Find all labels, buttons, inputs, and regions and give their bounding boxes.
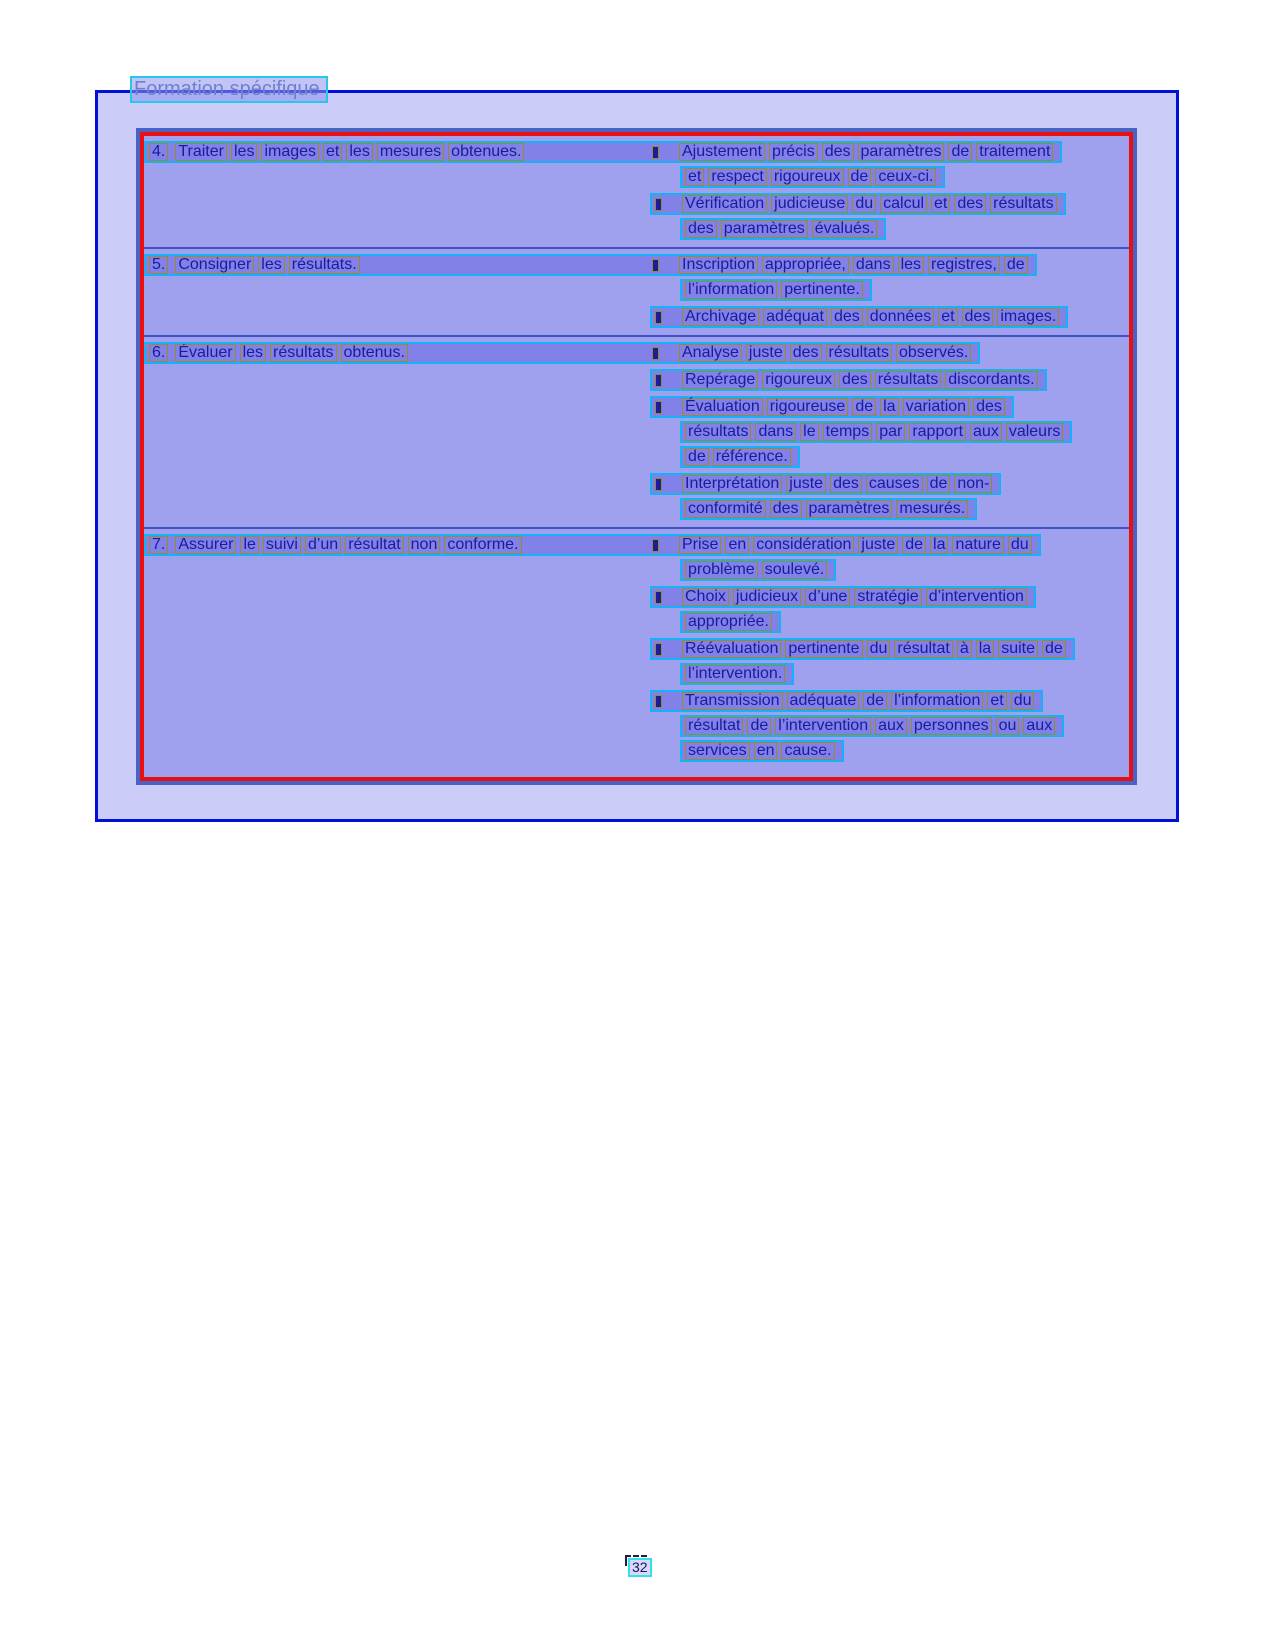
word-box: pertinente. [781, 281, 863, 299]
word-box: variation [903, 398, 969, 416]
word-box: la [930, 536, 948, 554]
word-box: traitement [976, 143, 1053, 161]
word-box: Analyse [679, 344, 742, 362]
word-box: ou [996, 717, 1020, 735]
ocr-line-highlight [680, 559, 836, 581]
table-row [144, 337, 1129, 529]
ocr-line-highlight [680, 166, 945, 188]
word-box: dans [755, 423, 796, 441]
word-box: Archivage [682, 308, 759, 326]
word-box: 5. [149, 256, 168, 274]
word-box: aux [970, 423, 1002, 441]
word-box: évalués. [812, 220, 878, 238]
bullet-icon [652, 347, 659, 360]
word-box: et [931, 195, 950, 213]
word-box: rigoureuse [767, 398, 849, 416]
word-box: les [898, 256, 924, 274]
word-box: respect [708, 168, 766, 186]
word-box: l’intervention [775, 717, 871, 735]
word-box: du [852, 195, 876, 213]
word-box: et [323, 143, 342, 161]
word-box: de [747, 717, 771, 735]
word-box: soulevé. [762, 561, 828, 579]
word-box: des [839, 371, 871, 389]
word-box: Traiter [175, 143, 227, 161]
word-box: des [790, 344, 822, 362]
bullet-icon [655, 478, 662, 491]
word-box: appropriée, [762, 256, 849, 274]
word-box: nature [952, 536, 1003, 554]
word-box: Transmission [682, 692, 783, 710]
word-box: résultat [894, 640, 952, 658]
word-box: de [685, 448, 709, 466]
word-box: discordants. [945, 371, 1037, 389]
row-title [149, 536, 652, 554]
word-box: considération [753, 536, 854, 554]
word-box: images [261, 143, 319, 161]
word-box: cause. [781, 742, 834, 760]
bullet-icon [655, 643, 662, 656]
page-title: Formation spécifique [130, 76, 328, 103]
ocr-line-highlight [680, 218, 886, 240]
objectives-table [136, 128, 1137, 785]
ocr-line-highlight [680, 715, 1064, 737]
word-box: aux [875, 717, 907, 735]
row-title [149, 143, 652, 161]
ocr-line-highlight [680, 446, 800, 468]
word-box: appropriée. [685, 613, 772, 631]
word-box: Consigner [175, 256, 254, 274]
ocr-line-highlight [650, 473, 1001, 495]
ocr-line-highlight [144, 254, 1037, 276]
word-box: des [822, 143, 854, 161]
word-box: l’information [891, 692, 983, 710]
ocr-line-highlight [650, 638, 1075, 660]
word-box: des [770, 500, 802, 518]
word-box: Repérage [682, 371, 758, 389]
word-box: ceux-ci. [875, 168, 936, 186]
word-box: d’un [305, 536, 341, 554]
ocr-line-highlight [650, 396, 1014, 418]
word-box: et [938, 308, 957, 326]
word-box: résultats [685, 423, 751, 441]
word-box: résultats. [289, 256, 360, 274]
ocr-line-highlight [144, 141, 1062, 163]
word-box: Vérification [682, 195, 767, 213]
word-box: des [954, 195, 986, 213]
word-box: le [240, 536, 258, 554]
word-box: dans [853, 256, 894, 274]
word-box: les [258, 256, 284, 274]
ocr-line-highlight [680, 611, 781, 633]
word-box: rapport [909, 423, 966, 441]
ocr-line-highlight [680, 279, 872, 301]
word-box: stratégie [854, 588, 921, 606]
word-box: registres, [928, 256, 1000, 274]
word-box: les [231, 143, 257, 161]
ocr-line-highlight [650, 193, 1066, 215]
word-box: pertinente [785, 640, 862, 658]
word-box: 4. [149, 143, 168, 161]
word-box: valeurs [1006, 423, 1064, 441]
word-box: résultats [270, 344, 336, 362]
word-box: l’information [685, 281, 777, 299]
word-box: mesures [377, 143, 444, 161]
ocr-line-highlight [144, 342, 980, 364]
word-box: de [927, 475, 951, 493]
word-box: de [1042, 640, 1066, 658]
word-box: Prise [679, 536, 721, 554]
word-box: rigoureux [771, 168, 844, 186]
word-box: le [800, 423, 818, 441]
word-box: par [876, 423, 905, 441]
word-box: observés. [896, 344, 971, 362]
word-box: Interprétation [682, 475, 782, 493]
word-box: des [962, 308, 994, 326]
word-box: des [973, 398, 1005, 416]
word-box: obtenus. [341, 344, 408, 362]
word-box: du [1008, 536, 1032, 554]
word-box: paramètres [806, 500, 893, 518]
word-box: résultat [685, 717, 743, 735]
word-box: en [725, 536, 749, 554]
word-box: de [1004, 256, 1028, 274]
bullet-icon [652, 146, 659, 159]
word-box: judicieuse [771, 195, 848, 213]
word-box: calcul [880, 195, 927, 213]
word-box: non- [954, 475, 992, 493]
word-box: en [754, 742, 778, 760]
word-box: 7. [149, 536, 168, 554]
ocr-line-highlight [650, 306, 1068, 328]
word-box: résultats [826, 344, 892, 362]
bullet-icon [655, 591, 662, 604]
word-box: la [880, 398, 898, 416]
bullet-icon [655, 198, 662, 211]
word-box: la [976, 640, 994, 658]
word-box: Inscription [679, 256, 758, 274]
table-row [144, 529, 1129, 769]
word-box: de [902, 536, 926, 554]
ocr-line-highlight [650, 586, 1036, 608]
word-box: Assurer [175, 536, 236, 554]
table-row [144, 249, 1129, 337]
word-box: des [685, 220, 717, 238]
word-box: résultat [345, 536, 403, 554]
content-panel [95, 90, 1179, 822]
word-box: de [863, 692, 887, 710]
word-box: Évaluation [682, 398, 763, 416]
word-box: problème [685, 561, 758, 579]
ocr-line-highlight [680, 421, 1072, 443]
word-box: judicieux [733, 588, 801, 606]
word-box: juste [746, 344, 786, 362]
word-box: paramètres [858, 143, 945, 161]
word-box: 6. [149, 344, 168, 362]
ocr-line-highlight [144, 534, 1041, 556]
ocr-line-highlight [680, 663, 794, 685]
objectives-table-body [140, 132, 1133, 781]
ocr-line-highlight [680, 740, 844, 762]
word-box: d’une [805, 588, 850, 606]
word-box: Réévaluation [682, 640, 781, 658]
word-box: du [1011, 692, 1035, 710]
word-box: suite [998, 640, 1038, 658]
bullet-icon [655, 695, 662, 708]
bullet-icon [655, 374, 662, 387]
word-box: juste [858, 536, 898, 554]
table-row [144, 136, 1129, 249]
word-box: non [408, 536, 441, 554]
page-number: 32 [628, 1558, 652, 1577]
word-box: rigoureux [762, 371, 835, 389]
word-box: Choix [682, 588, 729, 606]
ocr-line-highlight [650, 369, 1047, 391]
word-box: images. [997, 308, 1059, 326]
word-box: mesurés. [896, 500, 968, 518]
bullet-icon [652, 259, 659, 272]
bullet-icon [652, 539, 659, 552]
word-box: et [987, 692, 1006, 710]
word-box: résultats [990, 195, 1056, 213]
word-box: paramètres [721, 220, 808, 238]
word-box: Ajustement [679, 143, 765, 161]
word-box: des [831, 308, 863, 326]
word-box: précis [769, 143, 818, 161]
word-box: les [240, 344, 266, 362]
word-box: résultats [875, 371, 941, 389]
bullet-icon [655, 311, 662, 324]
word-box: Évaluer [175, 344, 235, 362]
word-box: aux [1023, 717, 1055, 735]
word-box: obtenues. [448, 143, 524, 161]
word-box: conforme. [444, 536, 521, 554]
ocr-line-highlight [680, 498, 977, 520]
word-box: du [867, 640, 891, 658]
word-box: d’intervention [926, 588, 1027, 606]
word-box: et [685, 168, 704, 186]
word-box: juste [786, 475, 826, 493]
word-box: de [948, 143, 972, 161]
word-box: référence. [713, 448, 791, 466]
word-box: adéquat [763, 308, 827, 326]
word-box: à [957, 640, 972, 658]
word-box: personnes [911, 717, 992, 735]
word-box: l’intervention. [685, 665, 785, 683]
word-box: de [852, 398, 876, 416]
word-box: des [830, 475, 862, 493]
row-title [149, 344, 652, 362]
word-box: services [685, 742, 750, 760]
word-box: données [867, 308, 934, 326]
word-box: adéquate [787, 692, 860, 710]
word-box: de [848, 168, 872, 186]
word-box: temps [823, 423, 873, 441]
bullet-icon [655, 401, 662, 414]
row-title [149, 256, 652, 274]
word-box: les [346, 143, 372, 161]
ocr-line-highlight [650, 690, 1043, 712]
word-box: causes [866, 475, 923, 493]
word-box: conformité [685, 500, 766, 518]
word-box: suivi [263, 536, 301, 554]
